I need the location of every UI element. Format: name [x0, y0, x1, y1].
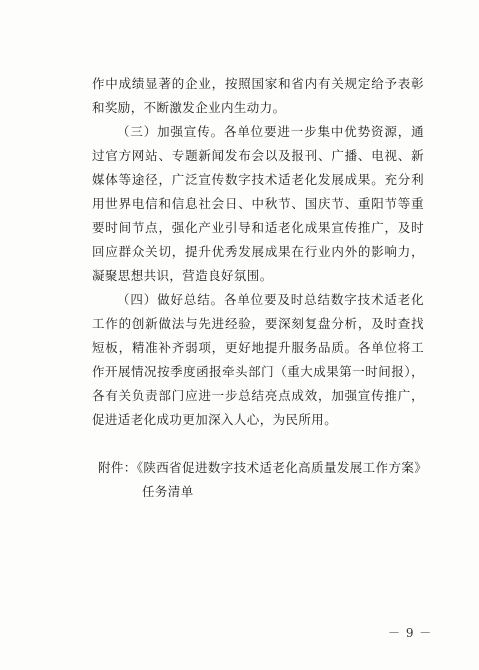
page-number: － 9 － — [388, 626, 433, 640]
attachment-title: 附件：《陕西省促进数字技术适老化高质量发展工作方案》 — [98, 460, 428, 475]
attachment-note — [92, 456, 428, 504]
paragraph-publicity: （三）加强宣传。各单位要进一步集中优势资源，通过官方网站、专题新闻发布会以及报刊、广播、电视、新媒体等途径，广泛宣传数字技术适老化发展成果。充分利用世界电信和信息社会日、中秋节、国庆节、重阳节等重要时间节点，强化产业引导和适老化成果宣传推广，及时回应群众关切，提升优秀发展成果在行业内外的影响力，凝聚思想共识，营造良好氛围。 — [92, 124, 424, 283]
paragraph-continuation: 作中成绩显著的企业，按照国家和省内有关规定给予表彰和奖励，不断激发企业内生动力。 — [92, 76, 424, 115]
paragraph-summary: （四）做好总结。各单位要及时总结数字技术适老化工作的创新做法与先进经验，要深刻复盘分析，及时查找短板，精准补齐弱项，更好地提升服务品质。各单位将工作开展情况按季度函报牵头部门（重大成果第一时间报），各有关负责部门应进一步总结亮点成效，加强宣传推广，促进适老化成功更加深入人心，为民所用。 — [92, 292, 424, 427]
document-body — [92, 72, 428, 504]
attachment-subtitle: 任务清单 — [142, 484, 194, 499]
